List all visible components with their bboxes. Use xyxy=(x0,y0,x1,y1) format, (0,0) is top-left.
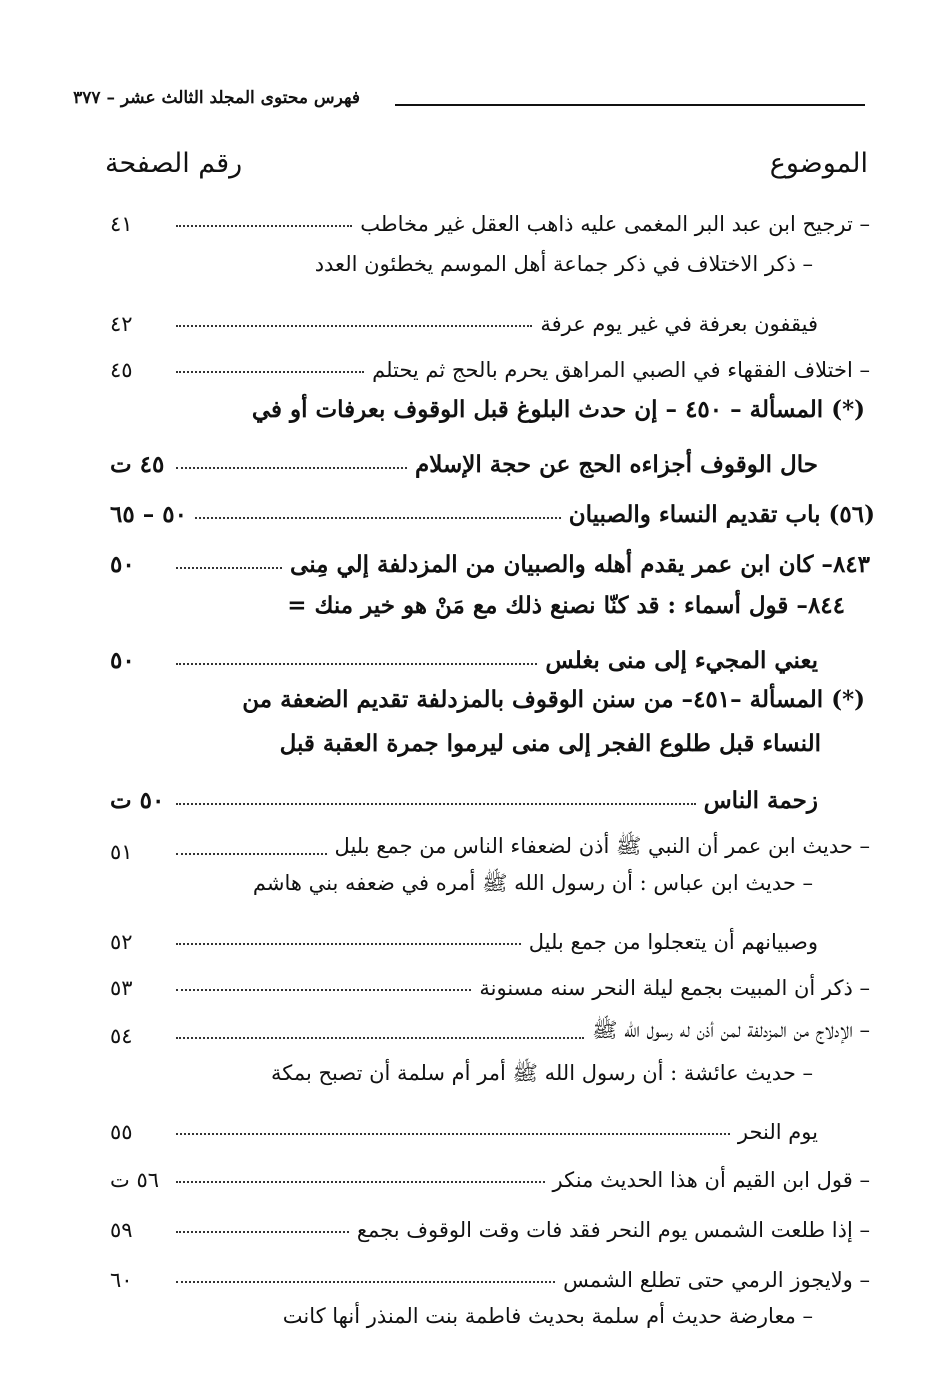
entry-page: ٥٠ xyxy=(110,551,135,578)
entry-page: ٥٠ – ٦٥ xyxy=(110,501,187,528)
entry-text: وصبيانهم أن يتعجلوا من جمع بليل xyxy=(528,930,818,954)
entry-page: ٥٠ ت xyxy=(110,787,165,814)
entry-page: ٦٠ xyxy=(110,1268,133,1292)
leader-dots xyxy=(176,325,532,327)
leader-dots xyxy=(176,371,364,373)
hadith-entry xyxy=(110,538,870,578)
entry-text: (٥٦) باب تقديم النساء والصبيان xyxy=(568,501,875,528)
hadith-entry: ٨٤٤– قول أسماء : قد كنّا نصنع ذلك مع مَنْ هو خير منك = xyxy=(287,592,845,619)
index-entry xyxy=(110,960,870,1000)
index-entry: – ذكر الاختلاف في ذكر جماعة أهل الموسم يخطئون العدد xyxy=(314,252,813,276)
entry-text: – حديث ابن عمر أن النبي ﷺ أذن لضعفاء الناس من جمع بليل xyxy=(334,834,870,858)
entry-page: ٤١ xyxy=(110,212,133,236)
leader-dots xyxy=(176,1181,545,1183)
entry-page: ٥٥ xyxy=(110,1120,133,1144)
entry-text: حال الوقوف أجزاءه الحج عن حجة الإسلام xyxy=(415,451,818,478)
index-entry xyxy=(110,1202,870,1242)
index-entry-bold: (*) المسألة –٤٥١– من سنن الوقوف بالمزدلفة تقديم الضعفة من xyxy=(242,686,865,713)
leader-dots xyxy=(195,517,561,519)
index-entry-continuation xyxy=(110,774,870,814)
index-entry-continuation xyxy=(110,914,870,954)
entry-text: – اختلاف الفقهاء في الصبي المراهق يحرم بالحج ثم يحتلم xyxy=(372,358,870,382)
entry-text: – ولايجوز الرمي حتى تطلع الشمس xyxy=(563,1268,870,1292)
entry-text: زحمة الناس xyxy=(703,787,818,814)
entry-page: ٥١ xyxy=(110,840,133,864)
column-heading-page: رقم الصفحة xyxy=(105,148,243,179)
entry-text: – قول ابن القيم أن هذا الحديث منكر xyxy=(552,1168,870,1192)
entry-page: ٥٦ ت xyxy=(110,1168,160,1192)
header-rule xyxy=(395,104,865,106)
index-entry-continuation xyxy=(110,634,870,674)
leader-dots xyxy=(176,467,407,469)
index-entry-continuation: النساء قبل طلوع الفجر إلى منى ليرموا جمرة العقبة قبل xyxy=(279,730,821,757)
entry-page: ٤٥ xyxy=(110,358,133,382)
index-entry-continuation xyxy=(110,438,870,478)
leader-dots xyxy=(176,1231,349,1233)
entry-page: ٤٥ ت xyxy=(110,451,165,478)
leader-dots xyxy=(176,567,282,569)
entry-page: ٥٢ xyxy=(110,930,133,954)
leader-dots xyxy=(176,663,537,665)
leader-dots xyxy=(176,1037,584,1039)
entry-text: – إذا طلعت الشمس يوم النحر فقد فات وقت الوقوف بجمع xyxy=(356,1218,870,1242)
entry-page: ٥٠ xyxy=(110,647,135,674)
index-entry-continuation xyxy=(110,296,870,336)
entry-text: يوم النحر xyxy=(737,1120,818,1144)
entry-text: – الإدلاج من المزدلفة لمن أذن له رسول الله ﷺ xyxy=(592,1018,870,1042)
leader-dots xyxy=(176,1281,555,1283)
page-header xyxy=(73,88,865,118)
index-entry xyxy=(110,1008,870,1048)
index-entry-continuation xyxy=(110,1104,870,1144)
leader-dots xyxy=(176,853,327,855)
entry-text: – ترجيح ابن عبد البر المغمى عليه ذاهب العقل غير مخاطب xyxy=(360,212,870,236)
index-entry: – معارضة حديث أم سلمة بحديث فاطمة بنت المنذر أنها كانت xyxy=(282,1304,813,1328)
index-entry xyxy=(110,1152,870,1192)
entry-text: يعني المجيء إلى منى بغلس xyxy=(545,647,818,674)
entry-text: ٨٤٣– كان ابن عمر يقدم أهله والصبيان من المزدلفة إلي مِنى xyxy=(290,551,870,578)
column-heading-topic: الموضوع xyxy=(769,148,868,179)
entry-page: ٤٢ xyxy=(110,312,133,336)
index-entry xyxy=(110,196,870,236)
entry-page: ٥٣ xyxy=(110,976,133,1000)
entry-text: فيقفون بعرفة في غير يوم عرفة xyxy=(540,312,818,336)
index-entry xyxy=(110,824,870,864)
leader-dots xyxy=(176,943,521,945)
leader-dots xyxy=(176,803,696,805)
entry-page: ٥٤ xyxy=(110,1024,133,1048)
index-entry xyxy=(110,342,870,382)
index-entry-bold: (*) المسألة – ٤٥٠ – إن حدث البلوغ قبل الوقوف بعرفات أو في xyxy=(251,396,865,423)
index-entry xyxy=(110,1252,870,1292)
leader-dots xyxy=(176,225,352,227)
chapter-entry xyxy=(110,488,875,528)
header-title: فهرس محتوى المجلد الثالث عشر – ٣٧٧ xyxy=(73,88,360,108)
index-entry: – حديث ابن عباس : أن رسول الله ﷺ أمره في ضعفه بني هاشم xyxy=(252,871,813,895)
leader-dots xyxy=(176,989,471,991)
entry-page: ٥٩ xyxy=(110,1218,133,1242)
index-entry: – حديث عائشة : أن رسول الله ﷺ أمر أم سلمة أن تصبح بمكة xyxy=(270,1061,813,1085)
entry-text: – ذكر أن المبيت بجمع ليلة النحر سنه مسنونة xyxy=(479,976,870,1000)
leader-dots xyxy=(176,1133,730,1135)
